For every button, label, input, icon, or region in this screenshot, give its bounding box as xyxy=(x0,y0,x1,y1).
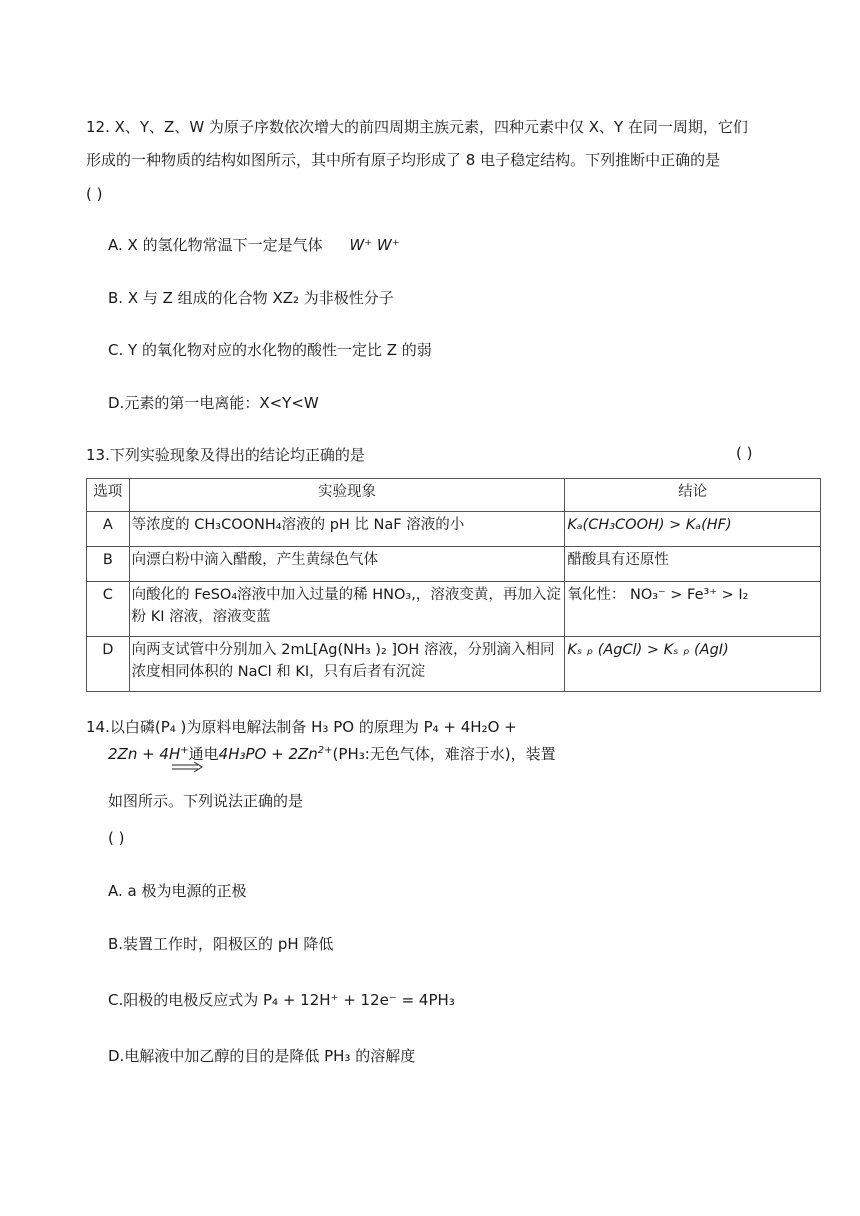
q12-option-a xyxy=(108,234,400,255)
header-phenomenon: 实验现象 xyxy=(129,479,565,512)
q14-charge-h: + xyxy=(180,745,189,756)
row-conclusion: Kₛ ₚ (AgCl) > Kₛ ₚ (AgI) xyxy=(565,637,821,692)
q14-option-c: C.阳极的电极反应式为 P₄ + 12H⁺ + 12e⁻ = 4PH₃ xyxy=(108,991,455,1009)
row-option: C xyxy=(87,582,130,637)
q12-stem-line1: 12. X、Y、Z、W 为原子序数依次增大的前四周期主族元素，四种元素中仅 X、Y 在同一周期，它们 xyxy=(86,118,748,136)
q14-note: (PH₃:无色气体，难溶于水)，装置 xyxy=(332,745,556,763)
q14-option-b: B.装置工作时，阳极区的 pH 降低 xyxy=(108,935,334,953)
q12-option-c: C. Y 的氧化物对应的水化物的酸性一定比 Z 的弱 xyxy=(108,341,432,359)
q12-w-ions: W⁺ W⁺ xyxy=(349,236,400,254)
header-conclusion: 结论 xyxy=(565,479,821,512)
q14-products: 4H₃PO + 2Zn xyxy=(218,745,318,763)
row-phenomenon: 向两支试管中分别加入 2mL[Ag(NH₃ )₂ ]OH 溶液，分别滴入相同浓度相同体积的 NaCl 和 KI，只有后者有沉淀 xyxy=(129,637,565,692)
q12-option-b: B. X 与 Z 组成的化合物 XZ₂ 为非极性分子 xyxy=(108,289,394,307)
q14-option-d: D.电解液中加乙醇的目的是降低 PH₃ 的溶解度 xyxy=(108,1047,416,1065)
table-header-row xyxy=(87,479,821,512)
table-row xyxy=(87,547,821,582)
table-row xyxy=(87,637,821,692)
row-conclusion: 氧化性： NO₃⁻ > Fe³⁺ > I₂ xyxy=(565,582,821,637)
q13-stem: 13.下列实验现象及得出的结论均正确的是 xyxy=(86,446,365,464)
reaction-arrow-icon xyxy=(172,761,204,773)
row-phenomenon: 向漂白粉中滴入醋酸，产生黄绿色气体 xyxy=(129,547,565,582)
row-phenomenon: 向酸化的 FeSO₄溶液中加入过量的稀 HNO₃,，溶液变黄，再加入淀粉 KI 溶液，溶液变蓝 xyxy=(129,582,565,637)
q14-stem-line3: 如图所示。下列说法正确的是 xyxy=(108,792,304,810)
header-option: 选项 xyxy=(87,479,130,512)
q14-electrolysis-label: 通电 xyxy=(188,745,219,763)
q14-reactant-zn: 2Zn + 4H xyxy=(108,745,181,763)
row-conclusion: 醋酸具有还原性 xyxy=(565,547,821,582)
q12-option-d: D.元素的第一电离能：X<Y<W xyxy=(108,394,319,412)
q13-answer-bracket: ( ) xyxy=(736,444,753,462)
row-conclusion: Kₐ(CH₃COOH) > Kₐ(HF) xyxy=(565,512,821,547)
q14-stem-line1: 14.以白磷(P₄ )为原料电解法制备 H₃ PO 的原理为 P₄ + 4H₂O + xyxy=(86,718,517,736)
table-row xyxy=(87,582,821,637)
row-phenomenon: 等浓度的 CH₃COONH₄溶液的 pH 比 NaF 溶液的小 xyxy=(129,512,565,547)
q12-stem-line2: 形成的一种物质的结构如图所示，其中所有原子均形成了 8 电子稳定结构。下列推断中正确的是 xyxy=(86,151,721,169)
q14-charge-zn: 2+ xyxy=(317,745,333,756)
row-option: A xyxy=(87,512,130,547)
table-row xyxy=(87,512,821,547)
q14-answer-bracket: ( ) xyxy=(108,829,125,847)
q14-option-a: A. a 极为电源的正极 xyxy=(108,882,247,900)
q12-answer-bracket: ( ) xyxy=(86,185,103,203)
row-option: D xyxy=(87,637,130,692)
q12-option-a-text: A. X 的氢化物常温下一定是气体 xyxy=(108,236,323,254)
q13-table xyxy=(86,478,821,692)
row-option: B xyxy=(87,547,130,582)
